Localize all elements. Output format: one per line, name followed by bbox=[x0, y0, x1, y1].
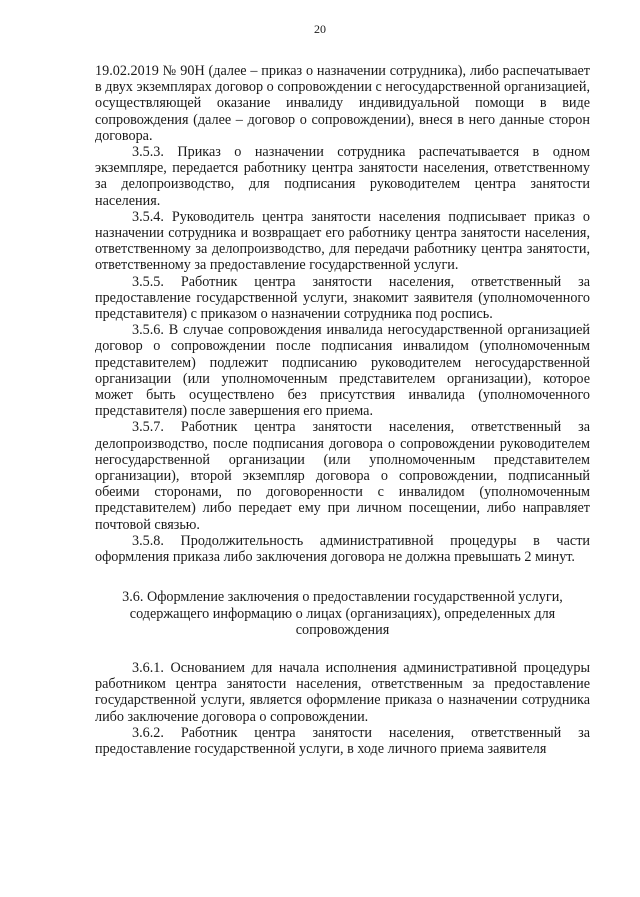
section-heading-3-6: 3.6. Оформление заключения о предоставлении государственной услуги, содержащего информацию о лицах (организациях), определенных для сопровождения bbox=[122, 589, 563, 638]
paragraph-3-5-3: 3.5.3. Приказ о назначении сотрудника распечатывается в одном экземпляре, передается работнику центра занятости населения, ответственному за делопроизводство, для подписания руководителем центра занятости населения. bbox=[95, 144, 590, 209]
page-number: 20 bbox=[314, 22, 326, 36]
paragraph-3-6-1: 3.6.1. Основанием для начала исполнения административной процедуры работником центра занятости населения, ответственным за предоставление государственной услуги, является оформление приказа о назначении сотрудника либо заключение договора о сопровождении. bbox=[95, 659, 590, 725]
paragraph-3-5-6: 3.5.6. В случае сопровождения инвалида негосударственной организацией договор о сопровождении после подписания инвалидом (уполномоченным представителем) подлежит подписанию руководителем негосударственной организации (или уполномоченным представителем организации), которое может быть осуществлено без присутствия инвалида (уполномоченного представителя) после завершения его приема. bbox=[95, 322, 590, 420]
paragraph-3-5-8: 3.5.8. Продолжительность административной процедуры в части оформления приказа либо заключения договора не должна превышать 2 минут. bbox=[95, 532, 590, 566]
paragraph-3-5-5: 3.5.5. Работник центра занятости населения, ответственный за предоставление государственной услуги, знакомит заявителя (уполномоченного представителя) с приказом о назначении сотрудника под роспись. bbox=[95, 273, 590, 323]
paragraph-3-5-7: 3.5.7. Работник центра занятости населения, ответственный за делопроизводство, после подписания договора о сопровождении руководителем негосударственной организации (или уполномоченным представителем организации), второй экземпляр договора о сопровождении, подписанный обеими сторонами, по договоренности с инвалидом (уполномоченным представителем) либо передает ему при личном посещении, либо направляет почтовой связью. bbox=[95, 419, 590, 533]
paragraph-3-5-4: 3.5.4. Руководитель центра занятости населения подписывает приказ о назначении сотрудника и возвращает его работнику центра занятости населения, ответственному за делопроизводство, для передачи работнику центра занятости, ответственному за предоставление государственной услуги. bbox=[95, 208, 590, 274]
paragraph-3-6-2: 3.6.2. Работник центра занятости населения, ответственный за предоставление государственной услуги, в ходе личного приема заявителя bbox=[95, 724, 590, 757]
document-body bbox=[95, 63, 590, 757]
paragraph-continuation: 19.02.2019 № 90Н (далее – приказ о назначении сотрудника), либо распечатывает в двух экземплярах договор о сопровождении с негосударственной организацией, осуществляющей оказание инвалиду индивидуальной помощи в виде сопровождения (далее – договор о сопровождении), внеся в него данные сторон договора. bbox=[95, 63, 590, 144]
